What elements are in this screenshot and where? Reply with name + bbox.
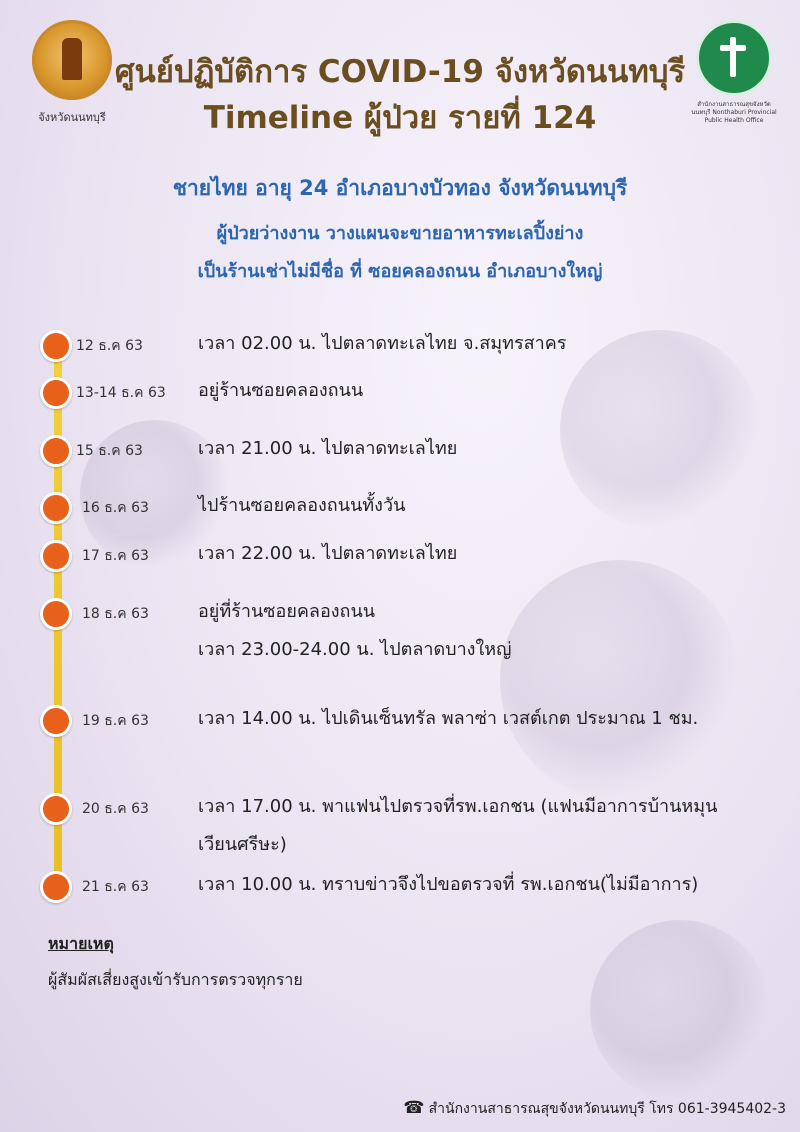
timeline-date: 15 ธ.ค 63 (76, 443, 143, 459)
timeline-dot (40, 330, 72, 362)
timeline-event: ไปร้านซอยคลองถนนทั้งวัน (198, 495, 406, 516)
footer-text: สำนักงานสาธารณสุขจังหวัดนนทบุรี โทร 061-3945402-3 (428, 1101, 786, 1117)
timeline-event: อยู่ที่ร้านซอยคลองถนน (198, 601, 376, 622)
timeline-dot (40, 377, 72, 409)
timeline-date: 12 ธ.ค 63 (76, 338, 143, 354)
timeline-dot (40, 598, 72, 630)
timeline-dot (40, 705, 72, 737)
background-virus-decoration (560, 330, 760, 530)
timeline-event: เวลา 02.00 น. ไปตลาดทะเลไทย จ.สมุทรสาคร (198, 333, 567, 354)
timeline-event: เวลา 14.00 น. ไปเดินเซ็นทรัล พลาซ่า เวสต์เกต ประมาณ 1 ชม. (198, 708, 699, 729)
timeline-dot (40, 871, 72, 903)
timeline-date: 20 ธ.ค 63 (82, 801, 149, 817)
timeline-dot (40, 435, 72, 467)
patient-info-line1: ชายไทย อายุ 24 อำเภอบางบัวทอง จังหวัดนนทบุรี (172, 176, 628, 200)
timeline-event: อยู่ร้านซอยคลองถนน (198, 380, 364, 401)
footer-contact (403, 1098, 786, 1120)
timeline-event: เวลา 10.00 น. ทราบข่าวจึงไปขอตรวจที่ รพ.เอกชน(ไม่มีอาการ) (198, 874, 699, 895)
timeline-date: 16 ธ.ค 63 (82, 500, 149, 516)
note-title: หมายเหตุ (48, 934, 114, 953)
timeline-dot (40, 540, 72, 572)
timeline-dot (40, 492, 72, 524)
phone-icon: ☎ (403, 1098, 425, 1118)
timeline-dot (40, 793, 72, 825)
timeline-event: เวียนศรีษะ) (198, 834, 287, 855)
note-text: ผู้สัมผัสเสี่ยงสูงเข้ารับการตรวจทุกราย (48, 970, 303, 989)
timeline-date: 18 ธ.ค 63 (82, 606, 149, 622)
moph-logo-caption: สำนักงานสาธารณสุขจังหวัดนนทบุรี Nonthaburi Provincial Public Health Office (691, 101, 777, 124)
timeline-date: 13-14 ธ.ค 63 (76, 385, 166, 401)
page-title: ศูนย์ปฏิบัติการ COVID-19 จังหวัดนนทบุรี (114, 54, 686, 90)
patient-info-line2: ผู้ป่วยว่างงาน วางแผนจะขายอาหารทะเลปิ้งย่าง (216, 223, 584, 244)
timeline-event: เวลา 21.00 น. ไปตลาดทะเลไทย (198, 438, 458, 459)
province-logo-label: จังหวัดนนทบุรี (38, 111, 106, 124)
background-virus-decoration (500, 560, 740, 800)
timeline-event: เวลา 22.00 น. ไปตลาดทะเลไทย (198, 543, 458, 564)
page-subtitle: Timeline ผู้ป่วย รายที่ 124 (203, 100, 597, 136)
timeline-date: 19 ธ.ค 63 (82, 713, 149, 729)
background-virus-decoration (590, 920, 770, 1100)
timeline-event: เวลา 17.00 น. พาแฟนไปตรวจที่รพ.เอกชน (แฟนมีอาการบ้านหมุน (198, 796, 718, 817)
timeline-date: 17 ธ.ค 63 (82, 548, 149, 564)
timeline-date: 21 ธ.ค 63 (82, 879, 149, 895)
patient-info-line3: เป็นร้านเช่าไม่มีชื่อ ที่ ซอยคลองถนน อำเภอบางใหญ่ (197, 261, 603, 282)
timeline-event: เวลา 23.00-24.00 น. ไปตลาดบางใหญ่ (198, 639, 512, 660)
